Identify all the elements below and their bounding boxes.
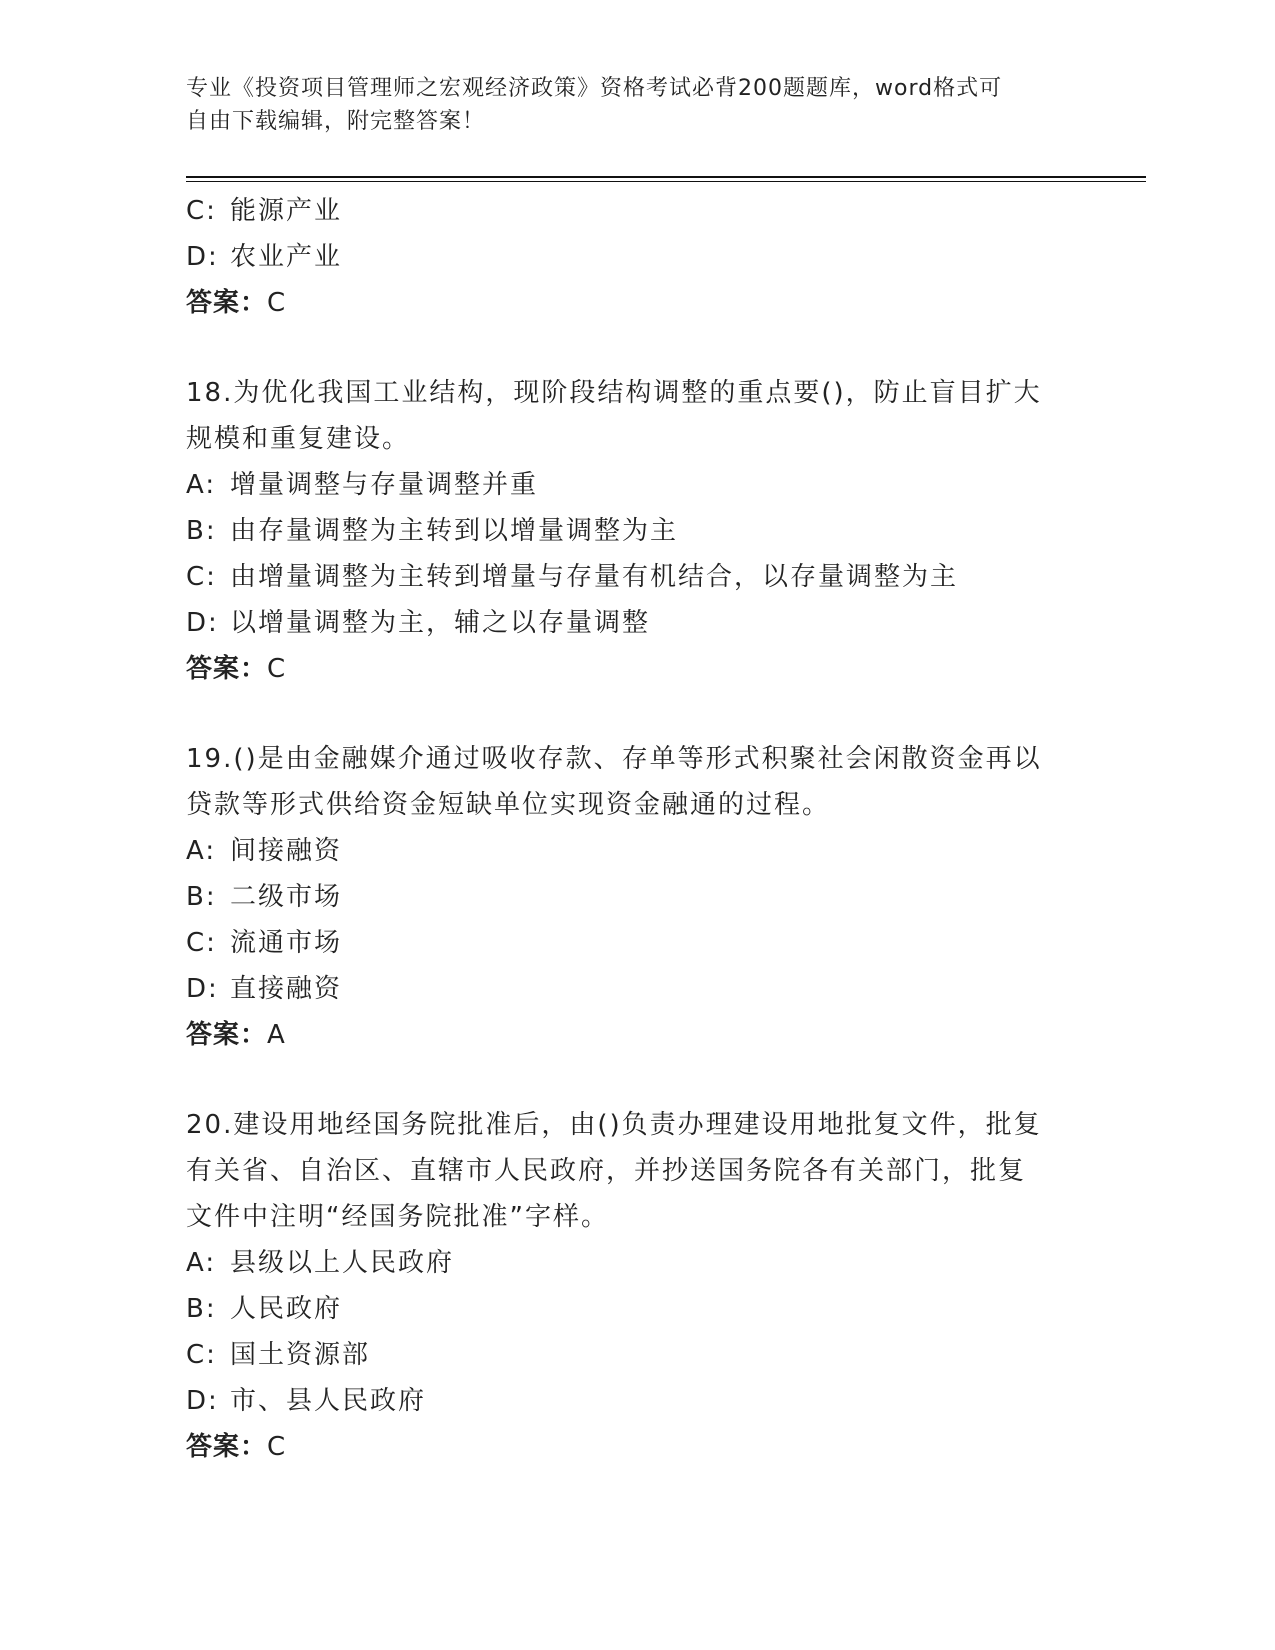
option-letter: A:	[186, 470, 217, 500]
option-letter: D:	[186, 608, 219, 638]
question-stem-line: 贷款等形式供给资金短缺单位实现资金融通的过程。	[186, 790, 831, 820]
option-letter: C:	[186, 562, 217, 592]
option-text: 国土资源部	[230, 1340, 371, 1370]
option-c	[186, 1332, 1086, 1378]
option-text: 流通市场	[230, 928, 343, 958]
header-line-2: 自由下载编辑，附完整答案！	[186, 109, 486, 134]
option-letter: A:	[186, 836, 217, 866]
header-line-1: 专业《投资项目管理师之宏观经济政策》资格考试必背200题题库，word格式可	[186, 76, 1003, 101]
question-stem-line: 有关省、自治区、直辖市人民政府，并抄送国务院各有关部门，批复	[186, 1156, 1027, 1186]
option-b	[186, 1286, 1086, 1332]
question-19	[186, 736, 1086, 1058]
option-text: 间接融资	[230, 836, 343, 866]
option-d	[186, 1378, 1086, 1424]
option-text: 由增量调整为主转到增量与存量有机结合，以存量调整为主	[230, 562, 959, 592]
answer-label: 答案：	[186, 654, 268, 684]
option-letter: C:	[186, 196, 217, 226]
option-text: 农业产业	[230, 242, 343, 272]
answer-line	[186, 646, 1086, 692]
header-divider	[186, 176, 1146, 182]
question-17-continuation	[186, 188, 1086, 326]
option-letter: C:	[186, 928, 217, 958]
question-stem-line: 20.建设用地经国务院批准后，由()负责办理建设用地批复文件，批复	[186, 1110, 1042, 1140]
option-text: 县级以上人民政府	[230, 1248, 455, 1278]
option-c	[186, 554, 1086, 600]
answer-value: C	[267, 1432, 287, 1462]
answer-line	[186, 280, 1086, 326]
option-letter: D:	[186, 1386, 219, 1416]
option-text: 直接融资	[230, 974, 343, 1004]
option-text: 增量调整与存量调整并重	[230, 470, 539, 500]
answer-label: 答案：	[186, 288, 268, 318]
option-a	[186, 828, 1086, 874]
option-letter: B:	[186, 1294, 217, 1324]
option-text: 市、县人民政府	[230, 1386, 427, 1416]
option-text: 由存量调整为主转到以增量调整为主	[230, 516, 679, 546]
document-body	[186, 188, 1086, 1470]
option-c	[186, 920, 1086, 966]
option-b	[186, 508, 1086, 554]
answer-value: A	[267, 1020, 286, 1050]
answer-label: 答案：	[186, 1020, 268, 1050]
answer-line	[186, 1424, 1086, 1470]
option-b	[186, 874, 1086, 920]
option-text: 二级市场	[230, 882, 343, 912]
option-letter: C:	[186, 1340, 217, 1370]
option-d	[186, 966, 1086, 1012]
question-18	[186, 370, 1086, 692]
option-a	[186, 1240, 1086, 1286]
option-letter: B:	[186, 516, 217, 546]
answer-line	[186, 1012, 1086, 1058]
answer-label: 答案：	[186, 1432, 268, 1462]
option-letter: D:	[186, 974, 219, 1004]
question-stem-line: 19.()是由金融媒介通过吸收存款、存单等形式积聚社会闲散资金再以	[186, 744, 1042, 774]
option-a	[186, 462, 1086, 508]
option-letter: A:	[186, 1248, 217, 1278]
question-20	[186, 1102, 1086, 1470]
option-c	[186, 188, 1086, 234]
option-letter: D:	[186, 242, 219, 272]
answer-value: C	[267, 654, 287, 684]
question-stem-line: 文件中注明“经国务院批准”字样。	[186, 1202, 609, 1232]
page-header	[186, 72, 1066, 138]
option-text: 人民政府	[230, 1294, 343, 1324]
option-text: 能源产业	[230, 196, 343, 226]
answer-value: C	[267, 288, 287, 318]
option-d	[186, 234, 1086, 280]
question-stem-line: 规模和重复建设。	[186, 424, 411, 454]
option-text: 以增量调整为主，辅之以存量调整	[230, 608, 651, 638]
option-d	[186, 600, 1086, 646]
question-stem-line: 18.为优化我国工业结构，现阶段结构调整的重点要()，防止盲目扩大	[186, 378, 1042, 408]
option-letter: B:	[186, 882, 217, 912]
